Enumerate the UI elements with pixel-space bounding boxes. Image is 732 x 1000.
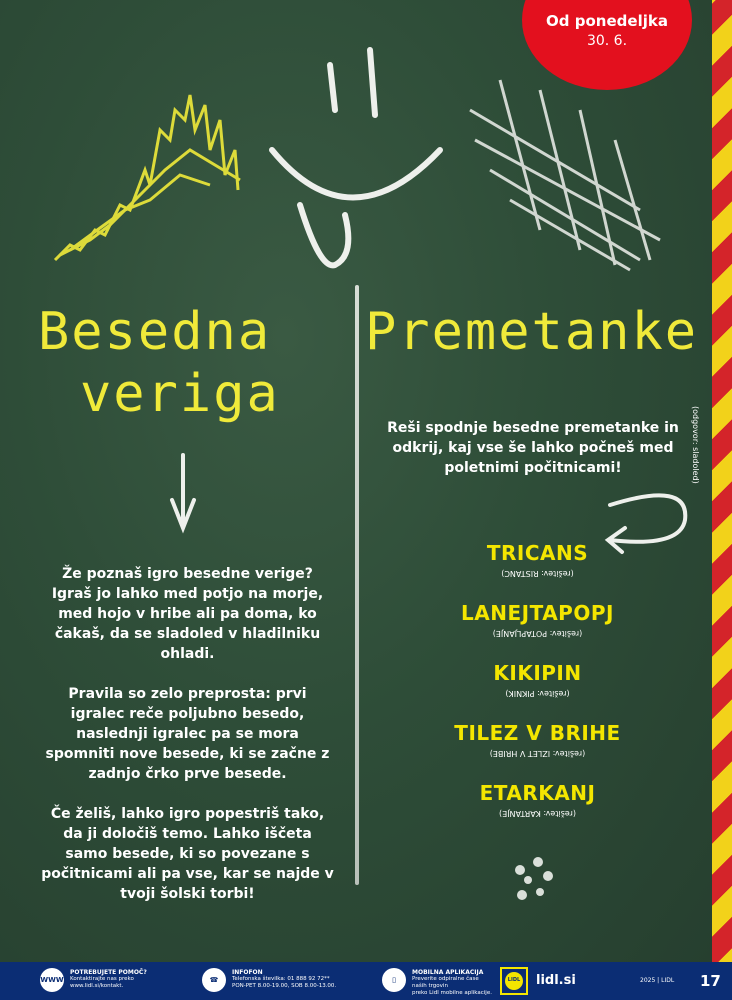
paragraph-variation: Če želiš, lahko igro popestriš tako, da ji določiš temo. Lahko iščeta samo besede, ki so povezane s počitnicami ali pa vse, kar se najde v tvoji šolski torbi! <box>41 806 334 902</box>
site-link[interactable]: lidl.si <box>536 973 576 988</box>
infofon-line1: Telefonska številka: 01 888 92 72** <box>232 976 330 982</box>
app-line1: Preverite odpiralne čase našіh trgovin <box>412 976 479 989</box>
puzzle-solution: (rešitev: KARTANJE) <box>499 809 576 818</box>
down-arrow-doodle <box>172 455 194 528</box>
mobile-phone-icon: ▯ <box>382 968 406 992</box>
puzzle-word: ETARKANJ <box>479 781 596 805</box>
infofon-title: INFOFON <box>232 969 263 976</box>
paragraph-rules: Pravila so zelo preprosta: prvi igralec reče poljubno besedo, naslednji igralec pa se mora spomniti nove besede, ki se začne z zadnjo črko prve besede. <box>45 686 330 782</box>
puzzle-item <box>400 720 675 780</box>
puzzle-item <box>400 780 675 840</box>
help-line1: Kontaktirajte nas preko <box>70 976 134 982</box>
lidl-logo <box>500 967 528 995</box>
besedna-veriga-text <box>40 564 335 924</box>
logo-text: LIDL <box>507 977 521 983</box>
app-title: MOBILNA APLIKACIJA <box>412 969 484 976</box>
puzzle-word: KIKIPIN <box>493 661 582 685</box>
footer-bar <box>0 962 732 1000</box>
page-number: 17 <box>700 972 721 990</box>
title-premetanke: Premetanke <box>365 302 699 362</box>
paragraph-intro: Že poznaš igro besedne verige? Igraš jo lahko med potjo na morje, med hojo v hribe ali pa doma, ko čakaš, da se sladoled v hladilniku ohladi. <box>51 566 324 662</box>
answer-note: (odgovor: sladoled) <box>691 406 700 484</box>
chalk-grid-doodle <box>470 80 660 270</box>
puzzle-solution: (rešitev: POTAPLJANJE) <box>492 629 583 638</box>
puzzle-item <box>400 600 675 660</box>
footer-infofon[interactable] <box>202 968 372 994</box>
puzzle-solution: (rešitev: IZLET V HRIBE) <box>489 749 586 758</box>
infofon-line2: PON-PET 8.00-19.00, SOB 8.00-13.00. <box>232 983 337 989</box>
chalk-dots-doodle <box>515 857 553 900</box>
premetanke-intro: Reši spodnje besedne premetanke in odkrij, kaj vse še lahko počneš med poletnimi počitnicami! <box>387 420 679 476</box>
puzzle-item <box>400 660 675 720</box>
puzzle-solution: (rešitev: PIKNIK) <box>505 689 570 698</box>
year-brand: 2025 | LIDL <box>640 977 675 984</box>
app-line2: preko Lidl mobilne aplikacije. <box>412 990 492 996</box>
puzzle-word: TRICANS <box>486 541 589 565</box>
phone-icon: ☎ <box>202 968 226 992</box>
puzzle-word: TILEZ V BRIHE <box>454 721 621 745</box>
yellow-scribble-doodle <box>55 95 240 260</box>
title-besedna: Besedna <box>38 302 272 362</box>
help-line2: www.lidl.si/kontakt. <box>70 983 124 989</box>
www-icon: WWW <box>40 968 64 992</box>
chalk-divider <box>355 285 359 885</box>
help-title: POTREBUJETE POMOČ? <box>70 969 147 976</box>
puzzle-item <box>400 540 675 600</box>
puzzle-list <box>400 540 675 840</box>
badge-line2: 30. 6. <box>586 33 628 49</box>
footer-app[interactable] <box>382 968 492 994</box>
smiley-doodle <box>272 50 440 265</box>
puzzle-word: LANEJTAPOPJ <box>461 601 614 625</box>
footer-help[interactable] <box>40 968 210 994</box>
puzzle-solution: (rešitev: RISTANC) <box>501 569 574 578</box>
title-veriga: veriga <box>80 364 280 424</box>
badge-line1: Od ponedeljka <box>546 12 668 30</box>
